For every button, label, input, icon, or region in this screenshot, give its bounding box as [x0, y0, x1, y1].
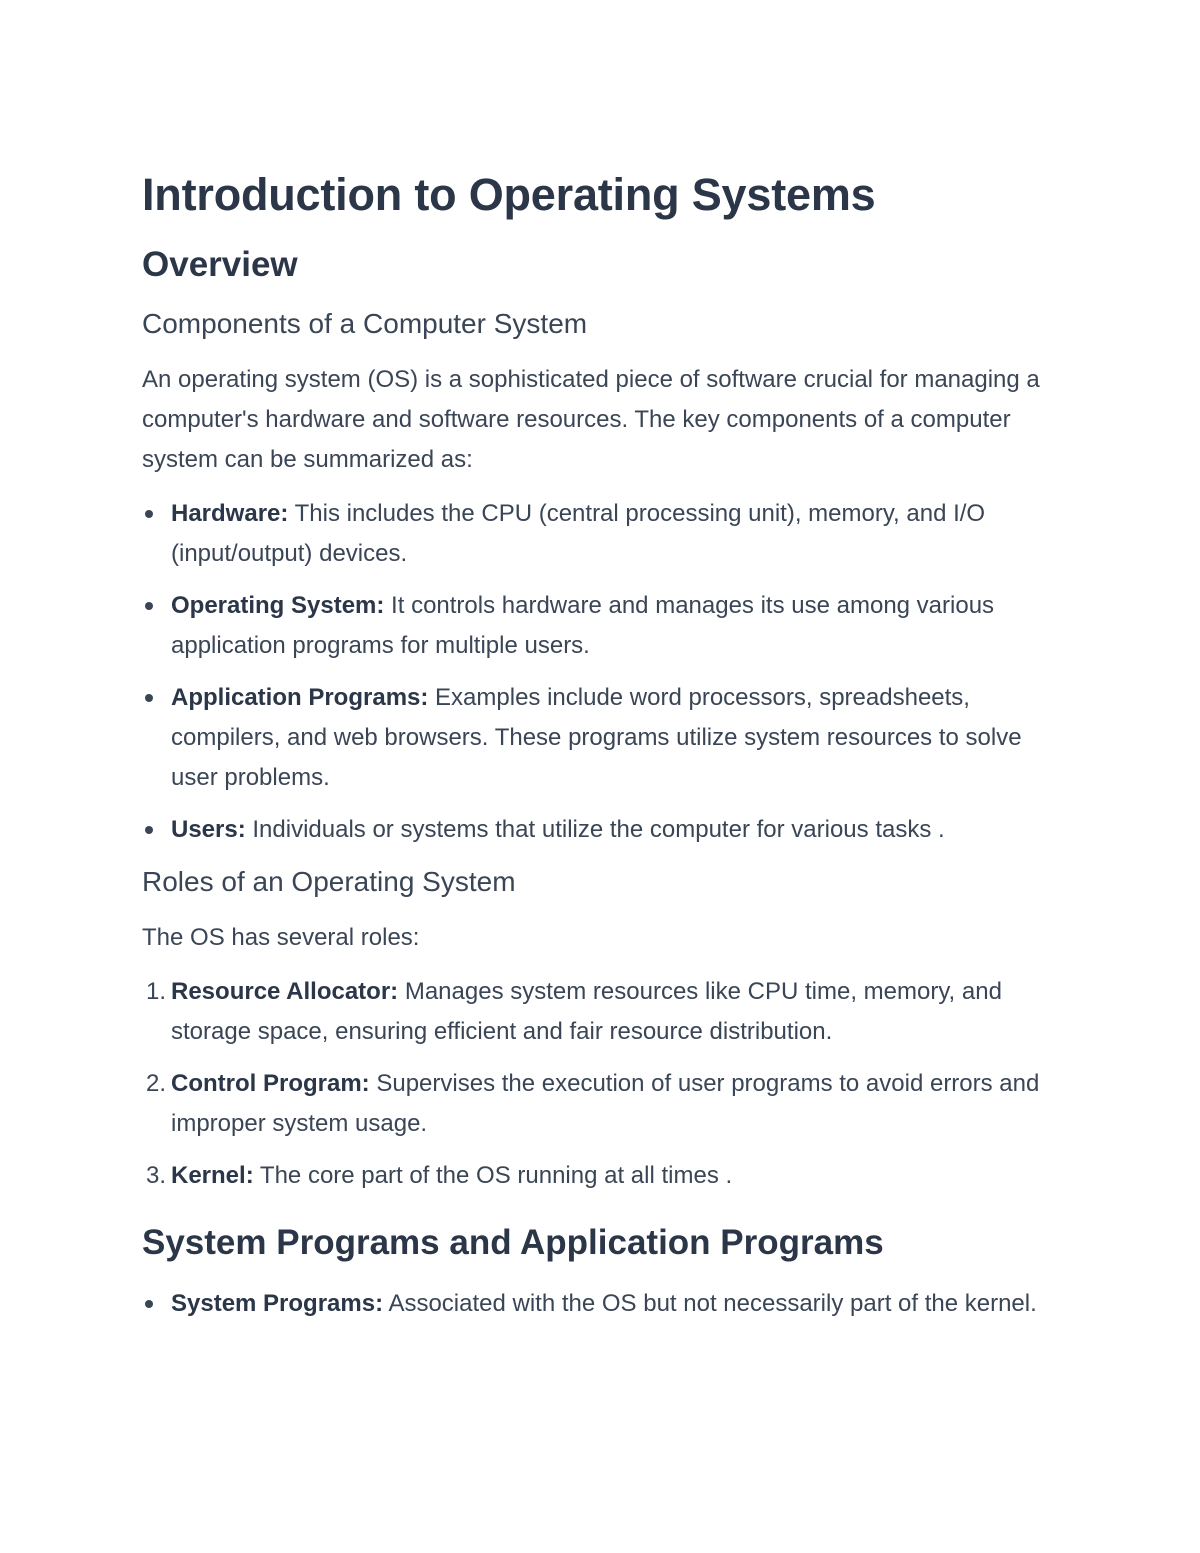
list-item-term: Hardware: — [171, 500, 289, 527]
bullet-icon — [145, 826, 153, 834]
list-item-text: Examples include word processors, spreadsheets, compilers, and web browsers. These programs utilize system resources to solve user problems. — [171, 684, 1022, 791]
list-item-number: 3. — [146, 1162, 167, 1189]
list-item — [142, 1284, 1062, 1324]
components-list — [142, 494, 1062, 850]
list-item — [142, 586, 1062, 666]
bullet-icon — [145, 1300, 153, 1308]
list-item-term: System Programs: — [171, 1290, 384, 1317]
list-item-term: Application Programs: — [171, 684, 429, 711]
subheading-roles: Roles of an Operating System — [142, 866, 516, 897]
list-item-text: Supervises the execution of user programs to avoid errors and improper system usage. — [171, 1070, 1040, 1137]
list-item-text: Manages system resources like CPU time, memory, and storage space, ensuring efficient and fair resource distribution. — [171, 978, 1002, 1045]
list-item-number: 2. — [146, 1070, 167, 1097]
bullet-icon — [145, 694, 153, 702]
roles-intro-paragraph: The OS has several roles: — [142, 924, 420, 951]
system-programs-list — [142, 1284, 1062, 1324]
document-page — [142, 168, 1062, 1338]
list-item-text: It controls hardware and manages its use among various application programs for multiple users. — [171, 592, 995, 659]
list-item-text: Individuals or systems that utilize the computer for various tasks . — [245, 816, 945, 843]
list-item-term: Resource Allocator: — [171, 978, 399, 1005]
list-item — [142, 678, 1062, 798]
list-item-number: 1. — [146, 978, 167, 1005]
list-item-term: Control Program: — [171, 1070, 370, 1097]
list-item-text: The core part of the OS running at all times . — [253, 1162, 733, 1189]
list-item-term: Kernel: — [171, 1162, 254, 1189]
list-item-text: This includes the CPU (central processing unit), memory, and I/O (input/output) devices. — [171, 500, 986, 567]
bullet-icon — [145, 510, 153, 518]
subheading-components: Components of a Computer System — [142, 308, 588, 339]
list-item-term: Operating System: — [171, 592, 385, 619]
list-item — [142, 1156, 1062, 1196]
list-item-text: Associated with the OS but not necessarily part of the kernel. — [383, 1290, 1037, 1317]
components-intro-paragraph: An operating system (OS) is a sophisticated piece of software crucial for managing a computer's hardware and software resources. The key components of a computer system can be summarized as: — [142, 366, 1040, 473]
section-heading-overview: Overview — [142, 245, 298, 284]
list-item — [142, 1064, 1062, 1144]
roles-list — [142, 972, 1062, 1196]
list-item — [142, 810, 1062, 850]
list-item — [142, 494, 1062, 574]
section-heading-system-programs: System Programs and Application Programs — [142, 1223, 884, 1262]
bullet-icon — [145, 602, 153, 610]
list-item — [142, 972, 1062, 1052]
list-item-term: Users: — [171, 816, 246, 843]
page-title: Introduction to Operating Systems — [142, 169, 876, 220]
